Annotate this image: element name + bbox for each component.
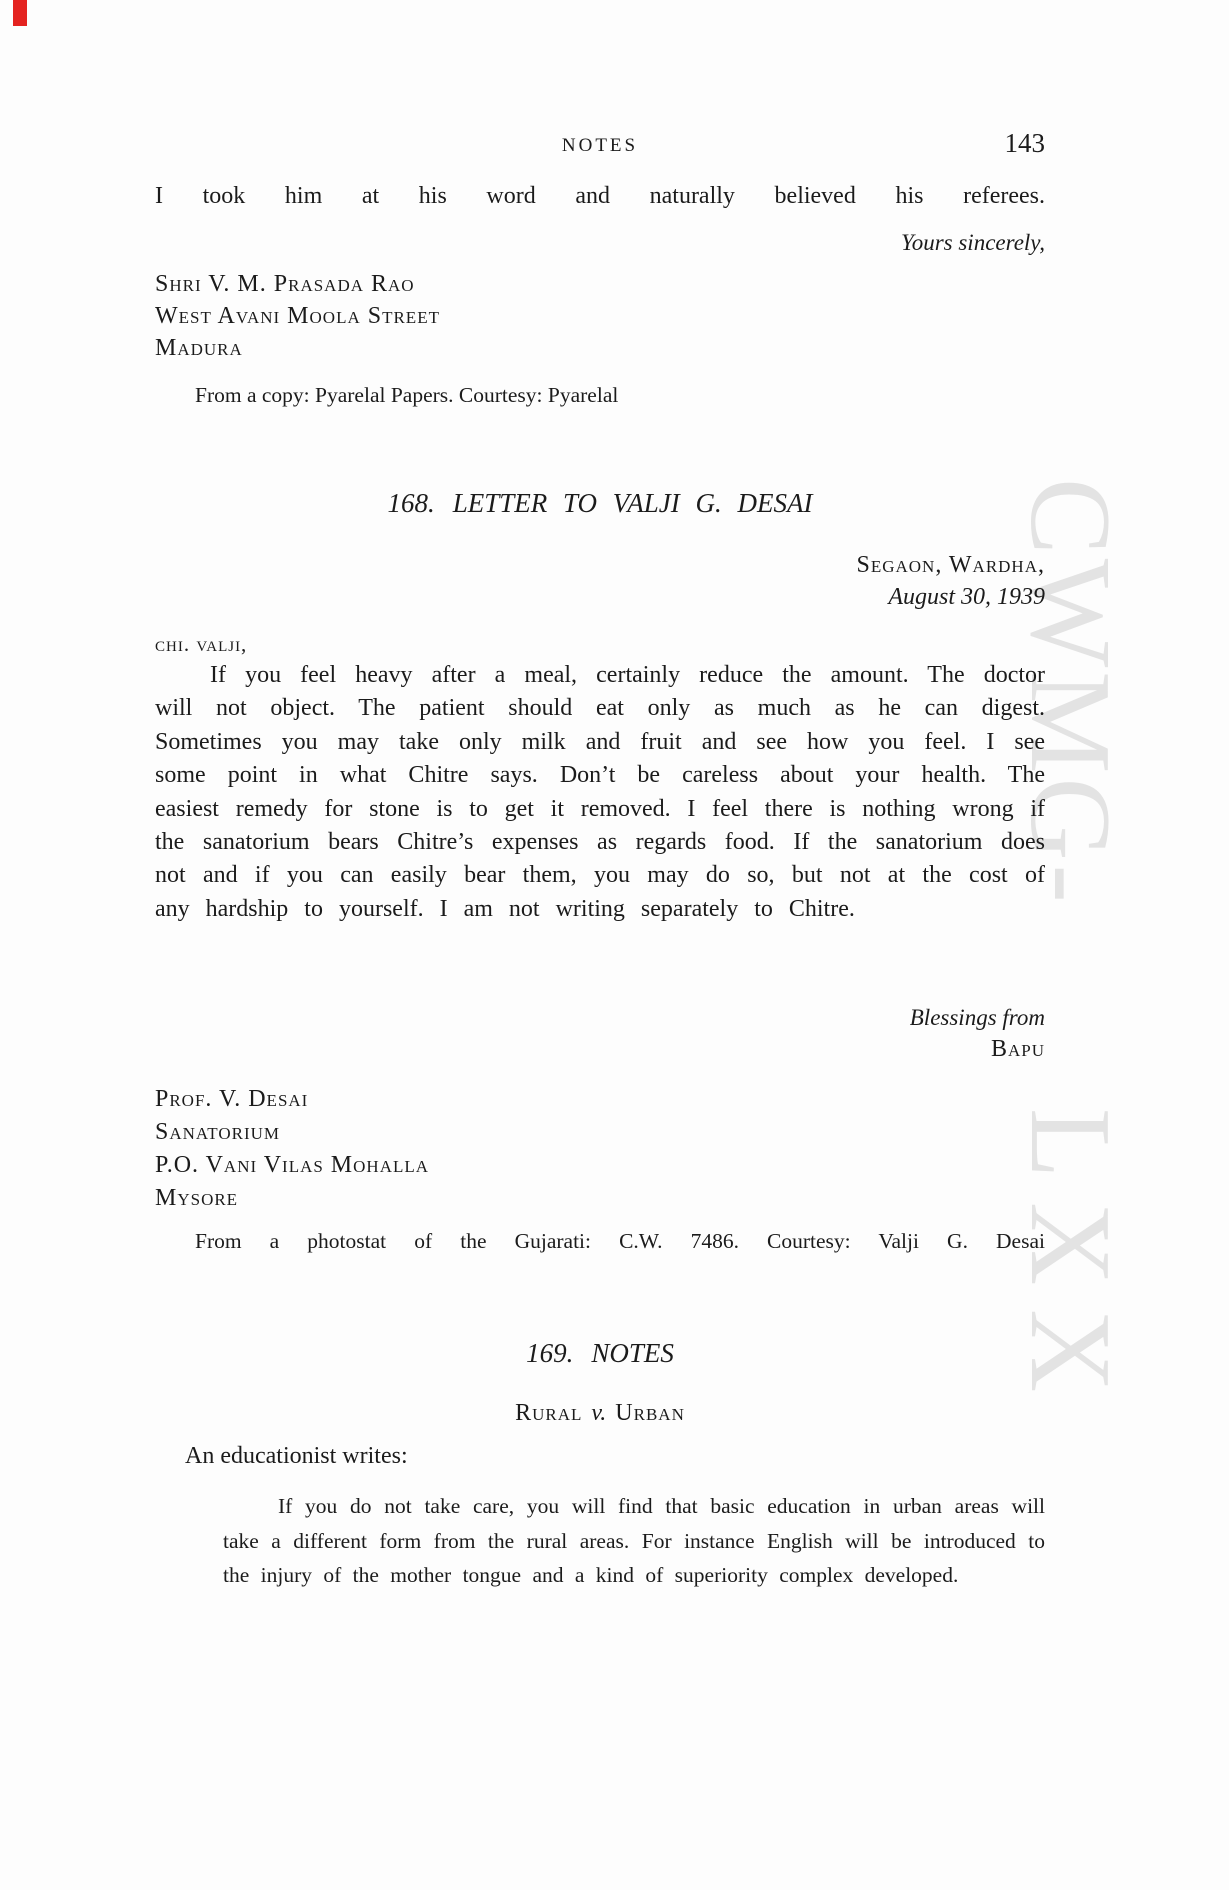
- dateline-date: August 30, 1939: [888, 584, 1045, 610]
- valediction-blessings-from: Blessings from: [909, 1005, 1045, 1030]
- valediction-yours-sincerely: Yours sincerely,: [901, 230, 1045, 255]
- heading-letter-168: [155, 488, 1045, 519]
- recipient-name: Prof. V. Desai: [155, 1086, 309, 1112]
- heading-number-169: 169.: [526, 1338, 574, 1368]
- heading-title-168: LETTER TO VALJI G. DESAI: [452, 488, 813, 518]
- subheading-rural-v-urban: [155, 1400, 1045, 1427]
- intro-line: I took him at his word and naturally believed his referees.: [155, 183, 1045, 209]
- running-head: [155, 128, 1045, 160]
- sender-street: West Avani Moola Street: [155, 303, 440, 329]
- running-title: NOTES: [561, 135, 639, 156]
- scan-red-mark: [13, 0, 27, 26]
- page-content: [155, 0, 1045, 1890]
- dateline-place: Segaon, Wardha,: [856, 552, 1045, 578]
- recipient-street: P.O. Vani Vilas Mohalla: [155, 1152, 430, 1178]
- watermark-lxx: LXX: [1007, 1108, 1134, 1417]
- sender-address-block: [155, 268, 1045, 364]
- heading-notes-169: [155, 1338, 1045, 1369]
- letter-body-paragraph: If you feel heavy after a meal, certainly reduce the amount. The doctor will not object. The patient should eat only as much as he can digest. Sometimes you may take only milk and fruit and see how you feel. I see some point in what Chitre says. Don’t be careless about your health. The easiest remedy for stone is to get it removed. I feel there is nothing wrong if the sanatorium bears Chitre’s expenses as regards food. If the sanatorium does not and if you can easily bear them, you may do so, but not at the cost of any hardship to yourself. I am not writing separately to Chitre.: [155, 662, 1045, 922]
- recipient-city: Mysore: [155, 1185, 239, 1211]
- salutation: chi. valji,: [155, 632, 248, 656]
- signature-bapu: Bapu: [990, 1036, 1045, 1062]
- source-line-168: From a photostat of the Gujarati: C.W. 7486. Courtesy: Valji G. Desai: [195, 1229, 1045, 1253]
- watermark-cwmg: CWMG-: [1007, 478, 1134, 907]
- quoted-paragraph: If you do not take care, you will find that basic education in urban areas will take a different form from the rural areas. For instance English will be introduced to the injury of the mother tongue and a kind of superiority complex developed.: [223, 1494, 1045, 1587]
- sender-city: Madura: [155, 335, 243, 361]
- subheading-versus: v.: [591, 1400, 607, 1426]
- source-line-167: From a copy: Pyarelal Papers. Courtesy: Pyarelal: [195, 383, 619, 407]
- page-number: 143: [1004, 128, 1045, 158]
- subheading-rural: Rural: [515, 1400, 583, 1426]
- sender-name: Shri V. M. Prasada Rao: [155, 271, 415, 297]
- recipient-institution: Sanatorium: [155, 1119, 281, 1145]
- subheading-urban: Urban: [615, 1400, 685, 1426]
- heading-number-168: 168.: [387, 488, 435, 518]
- lead-in-line: An educationist writes:: [185, 1443, 408, 1469]
- heading-title-169: NOTES: [591, 1338, 674, 1368]
- recipient-address-block: [155, 1083, 1045, 1215]
- dateline: [155, 549, 1045, 613]
